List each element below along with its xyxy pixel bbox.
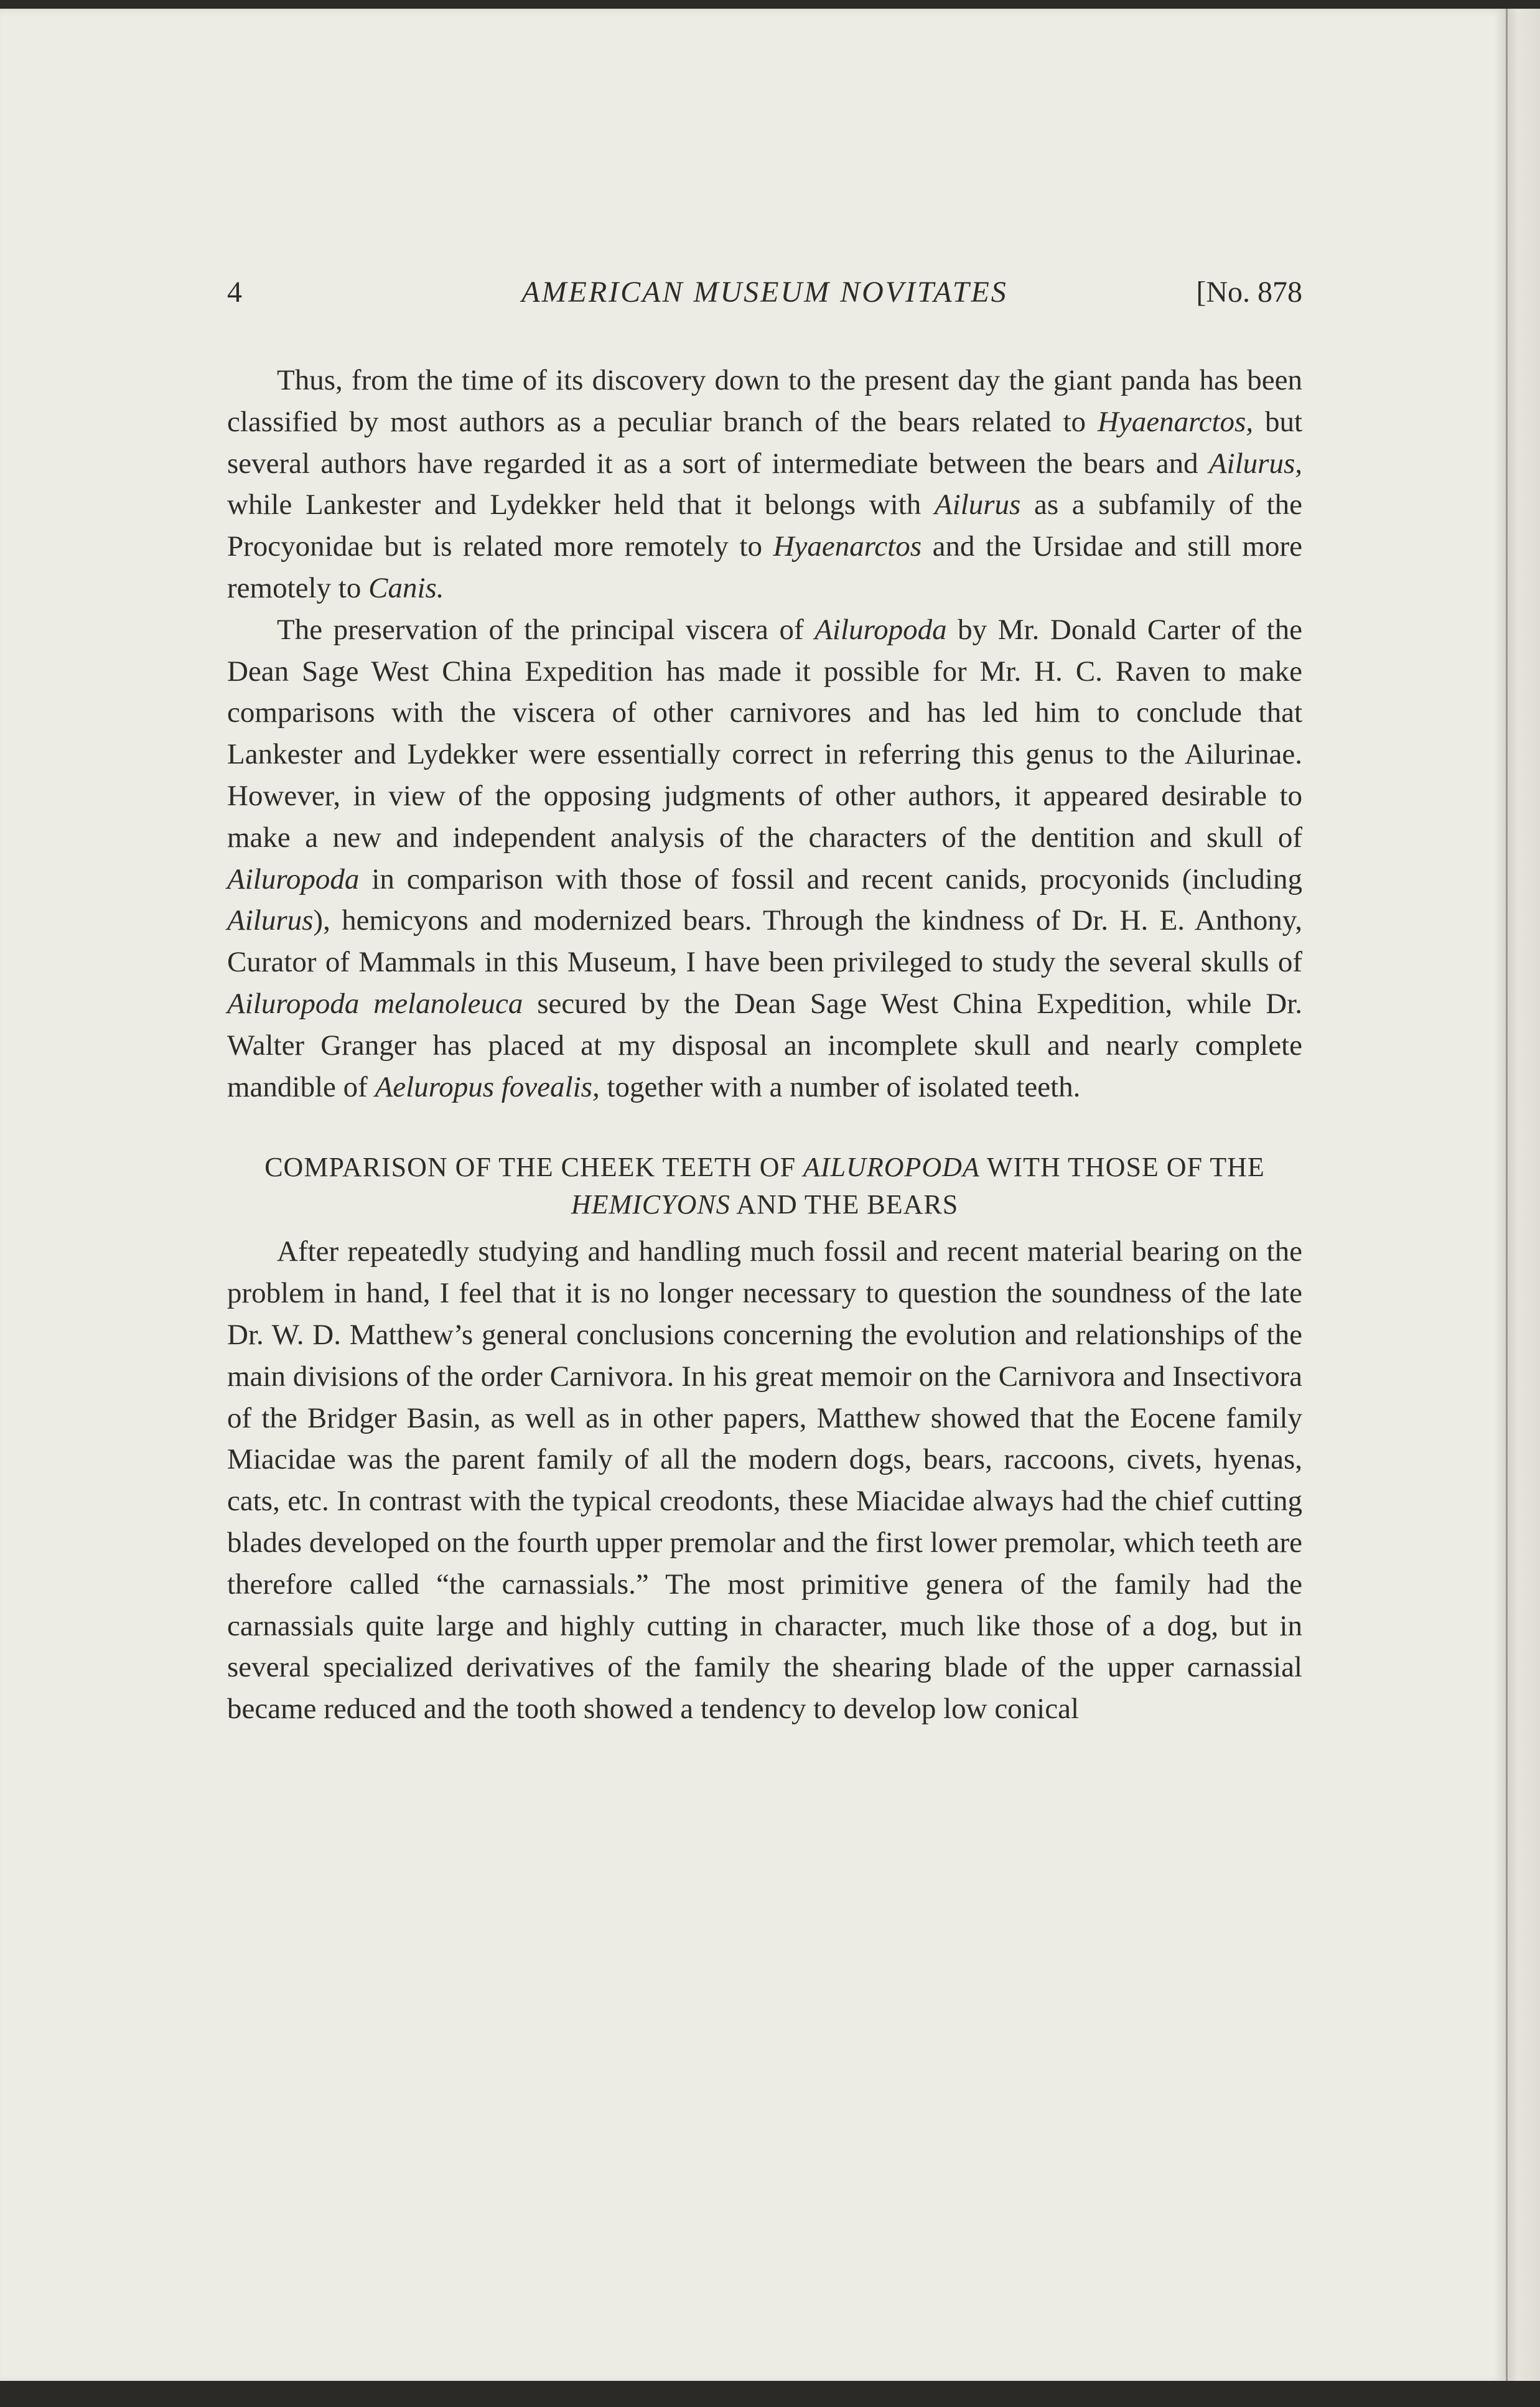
paragraph-1 (227, 360, 1302, 609)
text-block (227, 264, 1302, 1730)
issue-number: [No. 878 (1196, 276, 1302, 309)
taxon-name: Ailuropoda (814, 613, 947, 646)
paragraph-3: After repeatedly studying and handling much fossil and recent material bearing on the problem in hand, I feel that it is no longer necessary to question the soundness of the late Dr. W. D. Matthew’s general conclusions concerning the evolution and relationships of the main divisions of the order Carnivora. In his great memoir on the Carnivora and Insectivora of the Bridger Basin, as well as in other papers, Matthew showed that the Eocene family Miacidae was the parent family of all the modern dogs, bears, raccoons, civets, hyenas, cats, etc. In contrast with the typical creodonts, these Miacidae always had the chief cutting blades developed on the fourth upper premolar and the first lower premolar, which teeth are therefore called “the carnassials.” The most primitive genera of the family had the carnassials quite large and highly cutting in character, much like those of a dog, but in several specialized derivatives of the family the shearing blade of the upper carnassial became reduced and the tooth showed a tendency to develop low conical (227, 1235, 1302, 1726)
taxon-name: Hyaenarctos, (1097, 405, 1254, 438)
paragraph-1-text: while Lankester and Lydekker held that it belongs with (227, 488, 935, 521)
taxon-name: Aeluropus fovealis, (375, 1070, 600, 1103)
running-header (227, 264, 1302, 320)
taxon-name: Ailuropoda melanoleuca (227, 987, 523, 1020)
taxon-name: Ailuropoda (227, 862, 360, 895)
section-heading-taxon: AILUROPODA (803, 1152, 980, 1183)
paragraph-1-text: Thus, from the time of its discovery down to the present day the giant panda has been classified by most authors as a peculiar branch of the bears related to (227, 364, 1302, 438)
taxon-name: Hyaenarctos (773, 530, 922, 563)
section-heading (227, 1149, 1302, 1223)
document-page (0, 9, 1506, 2383)
paragraph-2-text: The preservation of the principal viscera of (277, 613, 815, 646)
paragraph-2-text: in comparison with those of fossil and recent canids, procyonids (including (359, 862, 1302, 895)
journal-title: AMERICAN MUSEUM NOVITATES (521, 276, 1008, 309)
taxon-name: Ailurus (227, 904, 314, 937)
next-page-edge (1506, 9, 1540, 2383)
section-heading-taxon: HEMICYONS (571, 1189, 730, 1220)
paragraph-2 (227, 609, 1302, 1108)
taxon-name: Ailurus, (1208, 447, 1302, 480)
section-heading-text: COMPARISON OF THE CHEEK TEETH OF (264, 1152, 804, 1183)
taxon-name: Ailurus (934, 488, 1021, 521)
paragraph-2-text: secured by the Dean Sage West China Expedition, while Dr. Walter Granger has placed at my disposal an incomplete skull and nearly complete mandible of (227, 987, 1302, 1103)
paragraph-2-text: ), hemicyons and modernized bears. Through the kindness of Dr. H. E. Anthony, Curator of Mammals in this Museum, I have been privileged to study the several skulls of (227, 904, 1302, 979)
paragraph-2-text: together with a number of isolated teeth. (599, 1070, 1081, 1103)
section-heading-text: AND THE BEARS (730, 1189, 959, 1220)
paragraph-1-text: as a subfamily of the Procyonidae but is related more remotely to (227, 488, 1303, 563)
section-heading-text: WITH THOSE OF THE (979, 1152, 1265, 1183)
paragraph-1-text: but several authors have regarded it as a sort of intermediate between the bears and (227, 405, 1303, 480)
paragraph-2-text: by Mr. Donald Carter of the Dean Sage West China Expedition has made it possible for Mr. H. C. Raven to make comparisons with the viscera of other carnivores and has led him to conclude that Lankester and Lydekker were essentially correct in referring this genus to the Ailurinae. However, in view of the opposing judgments of other authors, it appeared desirable to make a new and independent analysis of the characters of the dentition and skull of (227, 613, 1302, 854)
paragraph-1-text: and the Ursidae and still more remotely to (227, 530, 1302, 604)
scan-bottom-edge (0, 2381, 1540, 2407)
taxon-name: Canis. (368, 571, 444, 604)
page-number: 4 (227, 276, 242, 309)
